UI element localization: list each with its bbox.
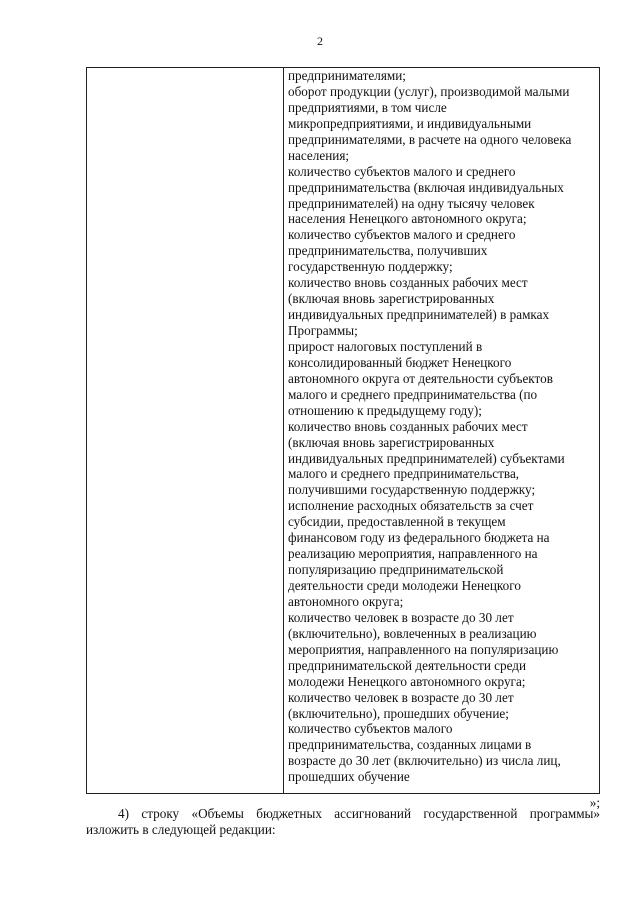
page-number: 2 [317,34,323,48]
table-text-line: субсидии, предоставленной в текущем [288,514,506,530]
table-text-line: (включительно), прошедших обучение; [288,705,509,721]
closing-quote: »; [589,795,600,810]
table-text-line: индивидуальных предпринимателей) в рамках [288,307,550,323]
table-text-line: малого и среднего предпринимательства, [288,466,520,482]
table-text-line: возрасте до 30 лет (включительно) из числа лиц, [288,753,561,769]
table-text-line: (включая вновь зарегистрированных [288,291,495,307]
table-text-line: исполнение расходных обязательств за счет [288,498,534,514]
paragraph-line: изложить в следующей редакции: [86,822,276,837]
table-text-line: количество субъектов малого и среднего [288,227,516,243]
table-text-line: предпринимателями, в расчете на одного человека [288,131,572,147]
table-text-line: государственную поддержку; [288,259,453,275]
table-column-divider [283,68,284,793]
table-text-line: автономного округа от деятельности субъектов [288,370,553,386]
table-text-line: количество субъектов малого [288,721,453,737]
table-text-line: количество человек в возрасте до 30 лет [288,609,514,625]
table-text-line: малого и среднего предпринимательства (по [288,386,538,402]
table-text-line: количество вновь созданных рабочих мест [288,275,528,291]
table-text-line: предприятиями, в том числе [288,99,447,115]
table-text-line: реализацию мероприятия, направленного на [288,546,538,562]
table-text-line: предпринимательской деятельности среди [288,657,527,673]
table-text-line: предпринимателей) на одну тысячу человек [288,195,535,211]
table-text-line: получившими государственную поддержку; [288,482,536,498]
table-text-line: предпринимателями; [288,68,406,83]
table-text-line: консолидированный бюджет Ненецкого [288,354,512,370]
table-text-line: деятельности среди молодежи Ненецкого [288,578,521,593]
table-text-line: предпринимательства (включая индивидуальных [288,179,564,195]
table-text-line: прирост налоговых поступлений в [288,338,483,354]
table-text-line: населения Ненецкого автономного округа; [288,211,527,227]
table-text-line: Программы; [288,323,358,338]
table-text-line: молодежи Ненецкого автономного округа; [288,673,526,689]
table-left-cell [87,68,283,793]
table-text-line: (включительно), вовлеченных в реализацию [288,625,537,641]
table-text-line: прошедших обучение [288,769,410,785]
table-text-line: количество человек в возрасте до 30 лет [288,689,514,705]
table-text-line: количество вновь созданных рабочих мест [288,418,528,434]
table-text-line: популяризацию предпринимательской [288,562,504,578]
table-text-line: оборот продукции (услуг), производимой малыми [288,83,570,99]
table-text-line: количество субъектов малого и среднего [288,163,516,179]
amendment-paragraph [86,806,600,838]
paragraph-line: 4) строку «Объемы бюджетных ассигнований государственной программы» [118,806,600,821]
indicators-table [86,67,600,794]
table-text-line: населения; [288,147,350,163]
table-text-line: микропредприятиями, и индивидуальными [288,115,532,131]
table-text-line: (включая вновь зарегистрированных [288,434,495,450]
table-text-line: мероприятия, направленного на популяризацию [288,641,559,657]
table-text-line: предпринимательства, получивших [288,243,488,259]
table-text-line: предпринимательства, созданных лицами в [288,737,532,753]
table-text-line: отношению к предыдущему году); [288,402,482,418]
table-text-line: автономного округа; [288,593,404,609]
table-right-cell [288,68,594,785]
table-text-line: индивидуальных предпринимателей) субъектами [288,450,565,466]
table-text-line: финансовом году из федерального бюджета на [288,530,550,546]
